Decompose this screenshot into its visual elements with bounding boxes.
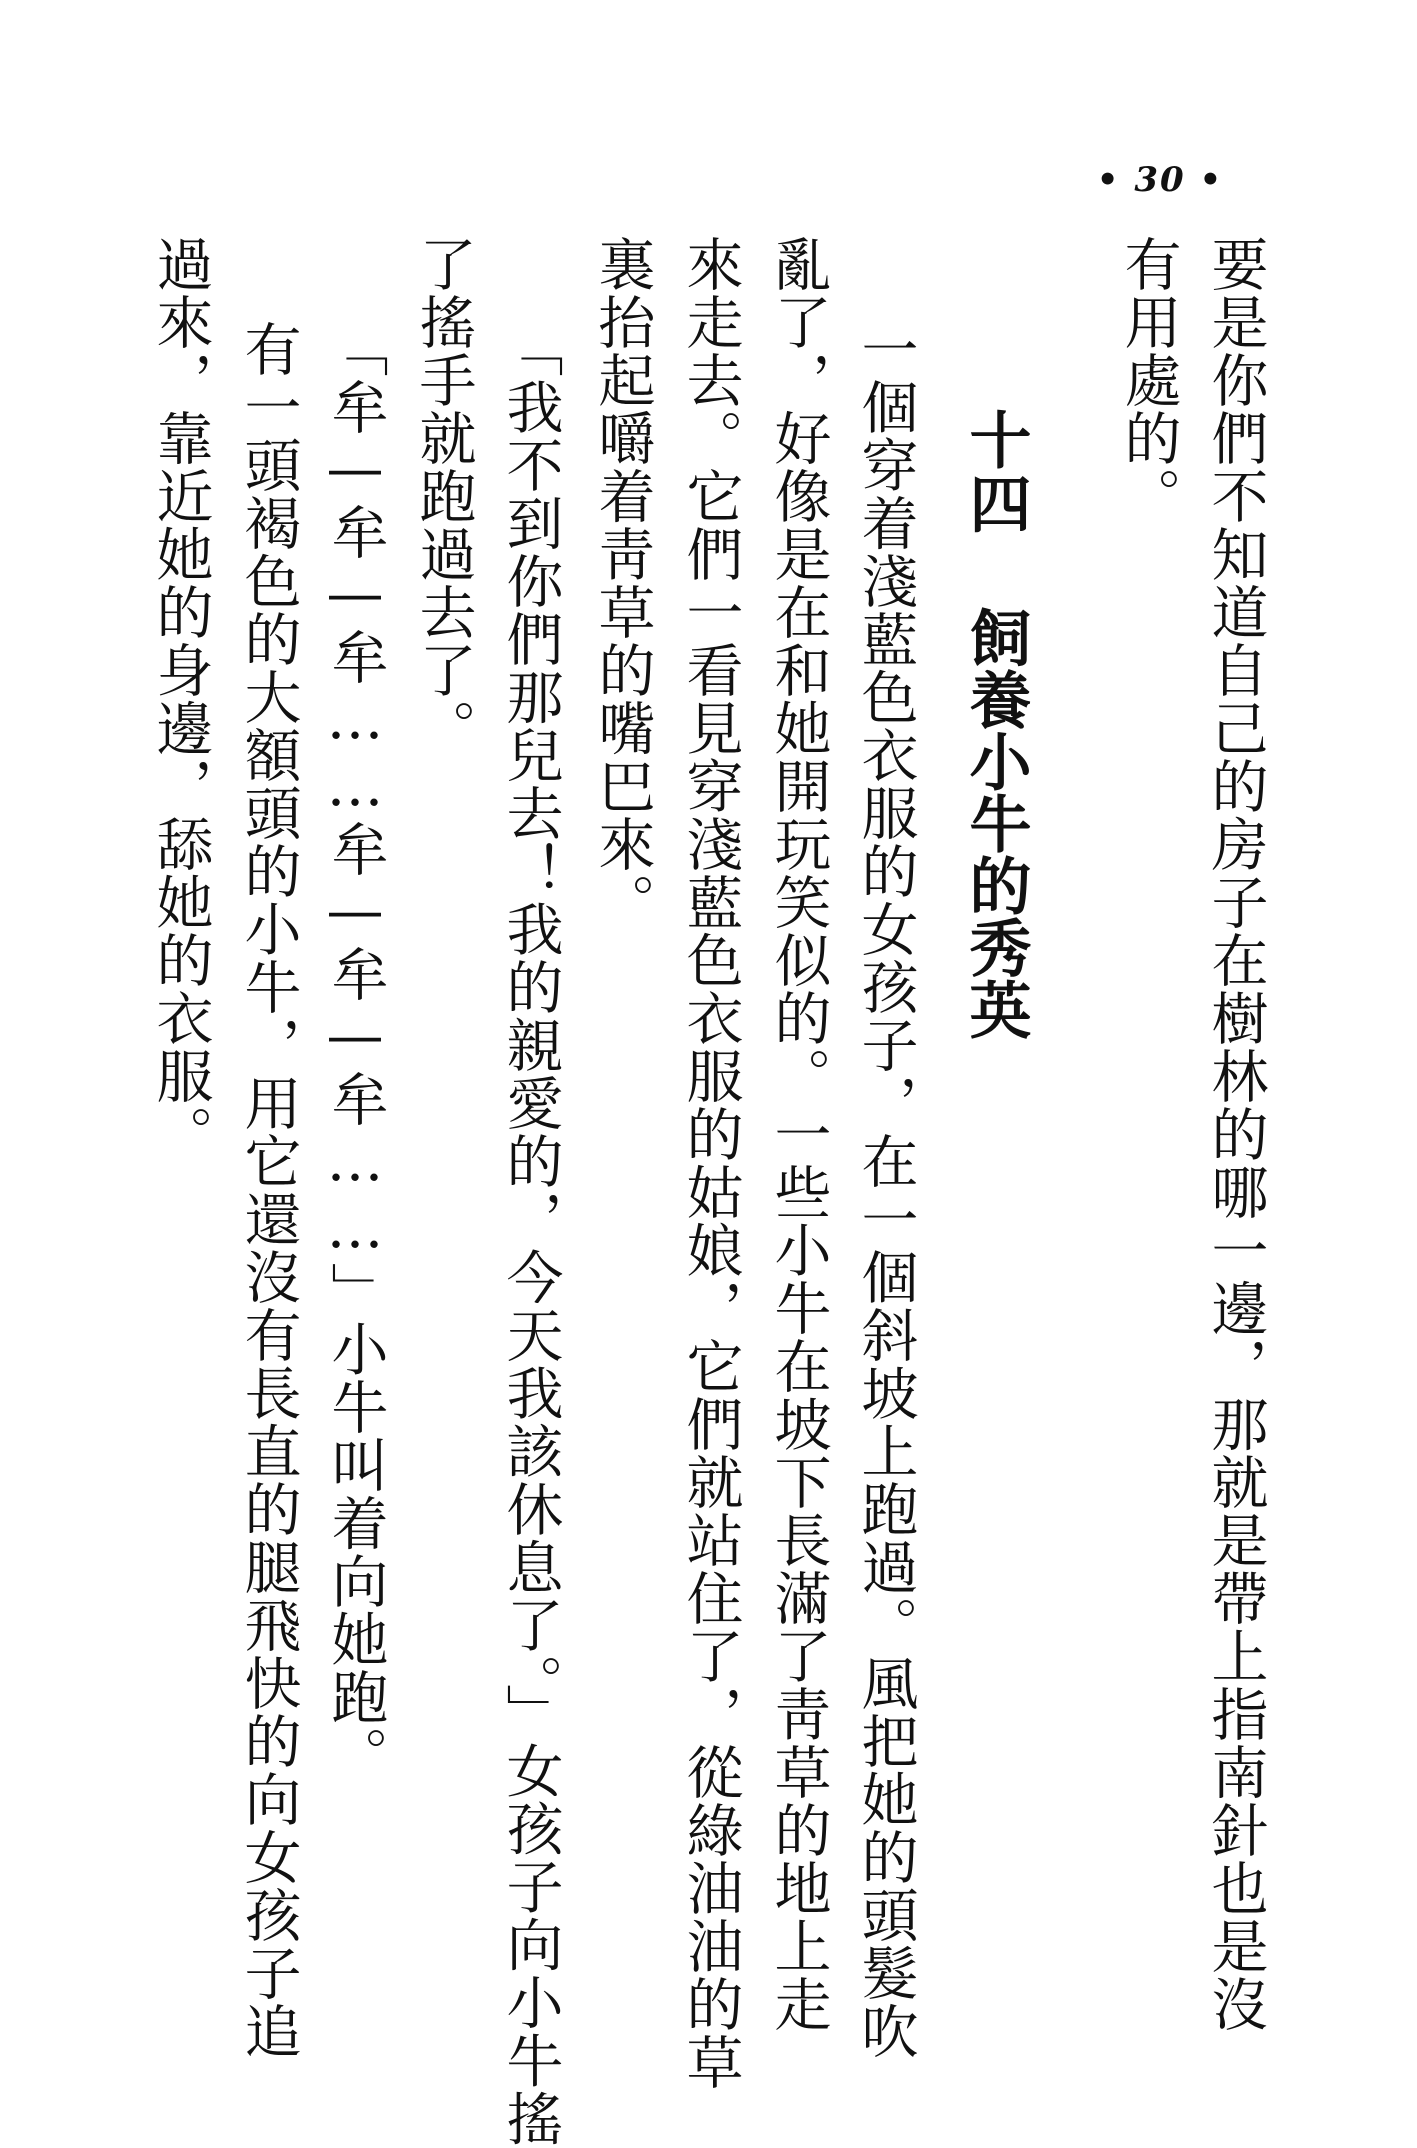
text-column-6: 裏抬起嚼着靑草的嘴巴來。	[589, 235, 655, 931]
chapter-heading	[960, 408, 1030, 1040]
text-column-2: 有用處的。	[1115, 235, 1181, 525]
text-column-9: 「牟—牟—牟……牟—牟—牟……」小牛叫着向她跑。	[322, 320, 388, 1784]
chapter-number: 十四	[959, 408, 1032, 536]
text-column-5: 來走去。它們一看見穿淺藍色衣服的姑娘，它們就站住了，從綠油油的草	[677, 235, 743, 2091]
chapter-title: 飼養小牛的秀英	[959, 606, 1032, 1040]
text-column-8: 了搖手就跑過去了。	[410, 235, 476, 757]
text-column-3: 一個穿着淺藍色衣服的女孩子，在一個斜坡上跑過。風把她的頭髮吹	[852, 320, 918, 2060]
text-column-10: 有一頭褐色的大額頭的小牛，用它還沒有長直的腿飛快的向女孩子追	[235, 320, 301, 2060]
page-number: • 30 •	[1096, 160, 1224, 200]
text-column-4: 亂了，好像是在和她開玩笑似的。一些小牛在坡下長滿了靑草的地上走	[765, 235, 831, 2033]
text-column-11: 過來，靠近她的身邊，舔她的衣服。	[147, 235, 213, 1163]
text-column-7: 「我不到你們那兒去！我的親愛的，今天我該休息了。」女孩子向小牛搖	[497, 320, 563, 2148]
text-column-1: 要是你們不知道自己的房子在樹林的哪一邊，那就是帶上指南針也是沒	[1202, 235, 1268, 2033]
